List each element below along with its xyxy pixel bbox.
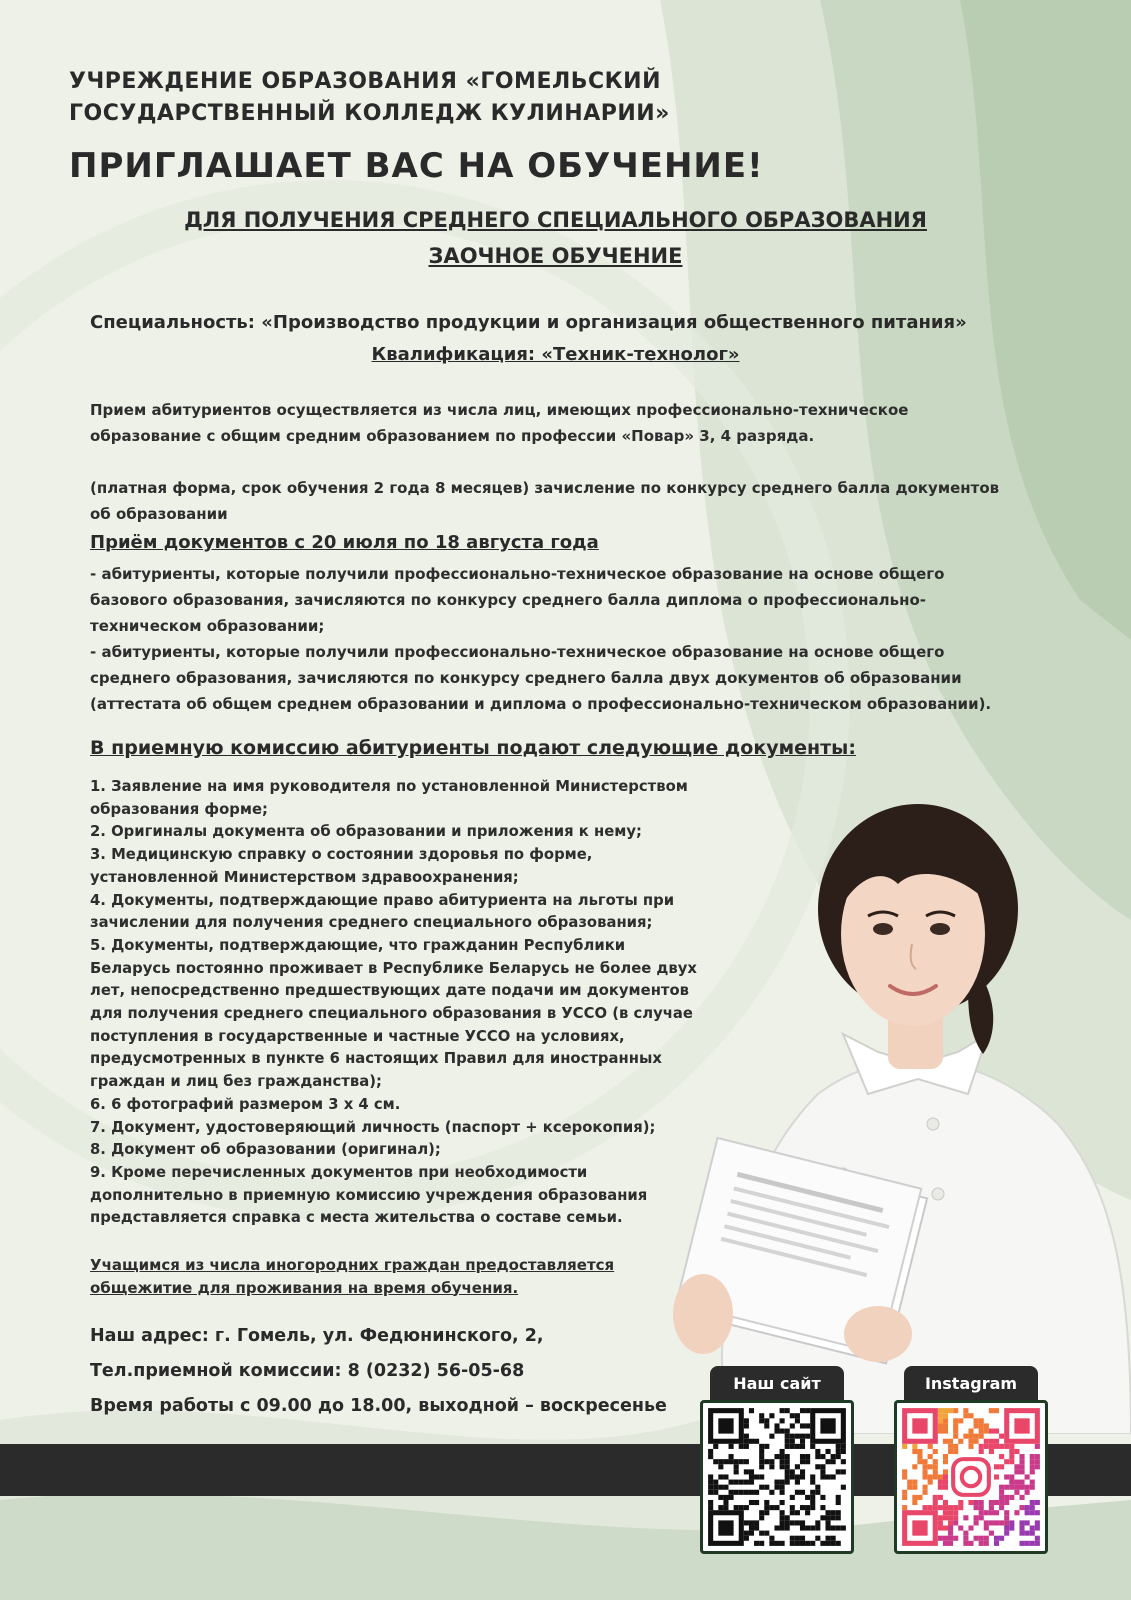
document-item: 4. Документы, подтверждающие право абитуриента на льготы при зачислении для получения среднего специального образования;	[90, 891, 675, 932]
document-item: 2. Оригиналы документа об образовании и приложения к нему;	[90, 823, 642, 841]
deadline-heading: Приём документов с 20 июля по 18 августа года	[90, 532, 599, 553]
subtitle-study-form: ЗАОЧНОЕ ОБУЧЕНИЕ	[428, 244, 683, 268]
document-item: 3. Медицинскую справку о состоянии здоровья по форме, установленной Министерством здравоохранения;	[90, 846, 593, 886]
dormitory-note: Учащимся из числа иногородних граждан предоставляется общежитие для проживания на время обучения.	[90, 1256, 615, 1297]
condition-item: - абитуриенты, которые получили профессионально-техническое образование на основе общего базового образования, зачисляются по конкурсу среднего балла диплома о профессионально-техническом образовании;	[90, 565, 945, 635]
document-item: 7. Документ, удостоверяющий личность (паспорт + ксерокопия);	[90, 1118, 656, 1136]
working-hours-line: Время работы с 09.00 до 18.00, выходной – воскресенье	[90, 1396, 667, 1416]
specialty-line: Специальность: «Производство продукции и организация общественного питания»	[90, 312, 967, 333]
document-item: 8. Документ об образовании (оригинал);	[90, 1141, 441, 1159]
instagram-qr-icon	[897, 1403, 1045, 1551]
site-qr-label: Наш сайт	[710, 1366, 844, 1400]
instagram-qr-code[interactable]	[894, 1400, 1048, 1554]
condition-item: - абитуриенты, которые получили профессионально-техническое образование на основе общего среднего образования, зачисляются по конкурсу среднего балла двух документов об образовании (аттестата об общем среднем образовании и диплома о профессионально-техническом образовании).	[90, 643, 992, 713]
invitation-heading: ПРИГЛАШАЕТ ВАС НА ОБУЧЕНИЕ!	[69, 146, 764, 186]
admission-paragraph: Прием абитуриентов осуществляется из числа лиц, имеющих профессионально-техническое образование с общим средним образованием по профессии «Повар» 3, 4 разряда.	[90, 401, 909, 445]
documents-list	[90, 776, 700, 1230]
qr-code-icon	[703, 1403, 851, 1551]
organization-name: УЧРЕЖДЕНИЕ ОБРАЗОВАНИЯ «ГОМЕЛЬСКИЙ ГОСУДАРСТВЕННЫЙ КОЛЛЕДЖ КУЛИНАРИИ»	[69, 69, 670, 126]
instagram-qr-label: Instagram	[904, 1366, 1038, 1400]
payment-paragraph: (платная форма, срок обучения 2 года 8 месяцев) зачисление по конкурсу среднего балла документов об образовании	[90, 479, 1000, 523]
document-item: 5. Документы, подтверждающие, что гражданин Республики Беларусь постоянно проживает в Республике Беларусь не более двух лет, непосредственно предшествующих дате подачи им документов для получения среднего специального образования в УССО (в случае поступления в государственные и частные УССО на условиях, предусмотренных в пункте 6 настоящих Правил для иностранных граждан и лиц без гражданства);	[90, 936, 697, 1091]
document-item: 9. Кроме перечисленных документов при необходимости дополнительно в приемную комиссию учреждения образования представляется справка с места жительства о составе семьи.	[90, 1163, 648, 1227]
qualification-line: Квалификация: «Техник-технолог»	[371, 344, 740, 365]
document-item: 6. 6 фотографий размером 3 х 4 см.	[90, 1095, 401, 1113]
documents-heading: В приемную комиссию абитуриенты подают следующие документы:	[90, 737, 856, 759]
site-qr-code[interactable]	[700, 1400, 854, 1554]
subtitle-education-level: ДЛЯ ПОЛУЧЕНИЯ СРЕДНЕГО СПЕЦИАЛЬНОГО ОБРАЗОВАНИЯ	[184, 208, 927, 232]
phone-line: Тел.приемной комиссии: 8 (0232) 56-05-68	[90, 1361, 525, 1381]
document-item: 1. Заявление на имя руководителя по установленной Министерством образования форме;	[90, 778, 688, 818]
address-line: Наш адрес: г. Гомель, ул. Федюнинского, 2,	[90, 1326, 544, 1346]
chef-illustration	[668, 794, 1131, 1434]
admission-conditions	[90, 561, 1010, 717]
